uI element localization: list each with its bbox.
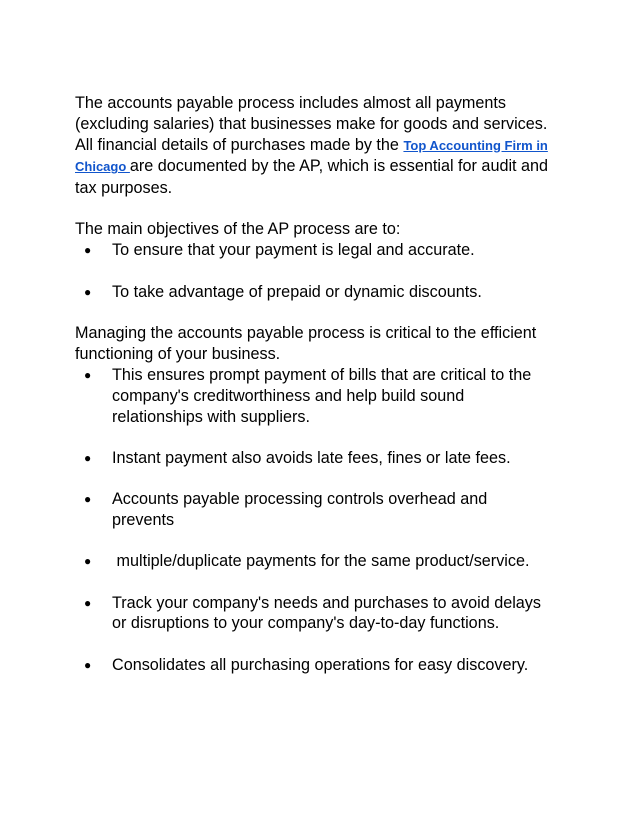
- objectives-list: [75, 240, 578, 303]
- list-item-text: Instant payment also avoids late fees, fines or late fees.: [112, 448, 511, 467]
- list-item-text: To ensure that your payment is legal and accurate.: [112, 240, 475, 259]
- list-item-text: multiple/duplicate payments for the same product/service.: [112, 552, 530, 571]
- list-item: [75, 551, 552, 572]
- bullet-icon: ●: [84, 554, 92, 569]
- list-item: [75, 240, 578, 261]
- list-item-text: Consolidates all purchasing operations for easy discovery.: [112, 655, 529, 674]
- objectives-heading: The main objectives of the AP process are to:: [75, 219, 401, 238]
- intro-text-before-link: The accounts payable process includes almost all payments (excluding salaries) that businesses make for goods and services. All financial details of purchases made by the: [75, 94, 548, 154]
- managing-paragraph: Managing the accounts payable process is critical to the efficient functioning of your business.: [75, 324, 537, 364]
- bullet-icon: ●: [84, 657, 92, 672]
- list-item: [75, 365, 552, 427]
- list-item-text: To take advantage of prepaid or dynamic discounts.: [112, 282, 482, 301]
- list-item: [75, 655, 552, 676]
- bullet-icon: ●: [84, 492, 92, 507]
- list-item-text: Track your company's needs and purchases to avoid delays or disruptions to your company's day-to-day functions.: [112, 593, 541, 633]
- bullet-icon: ●: [84, 367, 92, 382]
- bullet-icon: ●: [84, 242, 92, 257]
- benefits-list: [75, 365, 578, 675]
- list-item-text: Accounts payable processing controls overhead and prevents: [112, 490, 488, 529]
- bullet-icon: ●: [84, 595, 92, 610]
- intro-paragraph: [75, 93, 565, 199]
- list-item: [75, 448, 552, 469]
- bullet-icon: ●: [84, 450, 92, 465]
- bullet-icon: ●: [84, 284, 92, 299]
- list-item: [75, 593, 552, 635]
- list-item: [75, 282, 578, 303]
- intro-text-after-link: are documented by the AP, which is essential for audit and tax purposes.: [75, 157, 549, 198]
- accounting-firm-link[interactable]: Top Accounting Firm in Chicago: [75, 137, 548, 175]
- list-item-text: This ensures prompt payment of bills that are critical to the company's creditworthiness and help build sound relationships with suppliers.: [112, 365, 532, 426]
- list-item: [75, 489, 552, 531]
